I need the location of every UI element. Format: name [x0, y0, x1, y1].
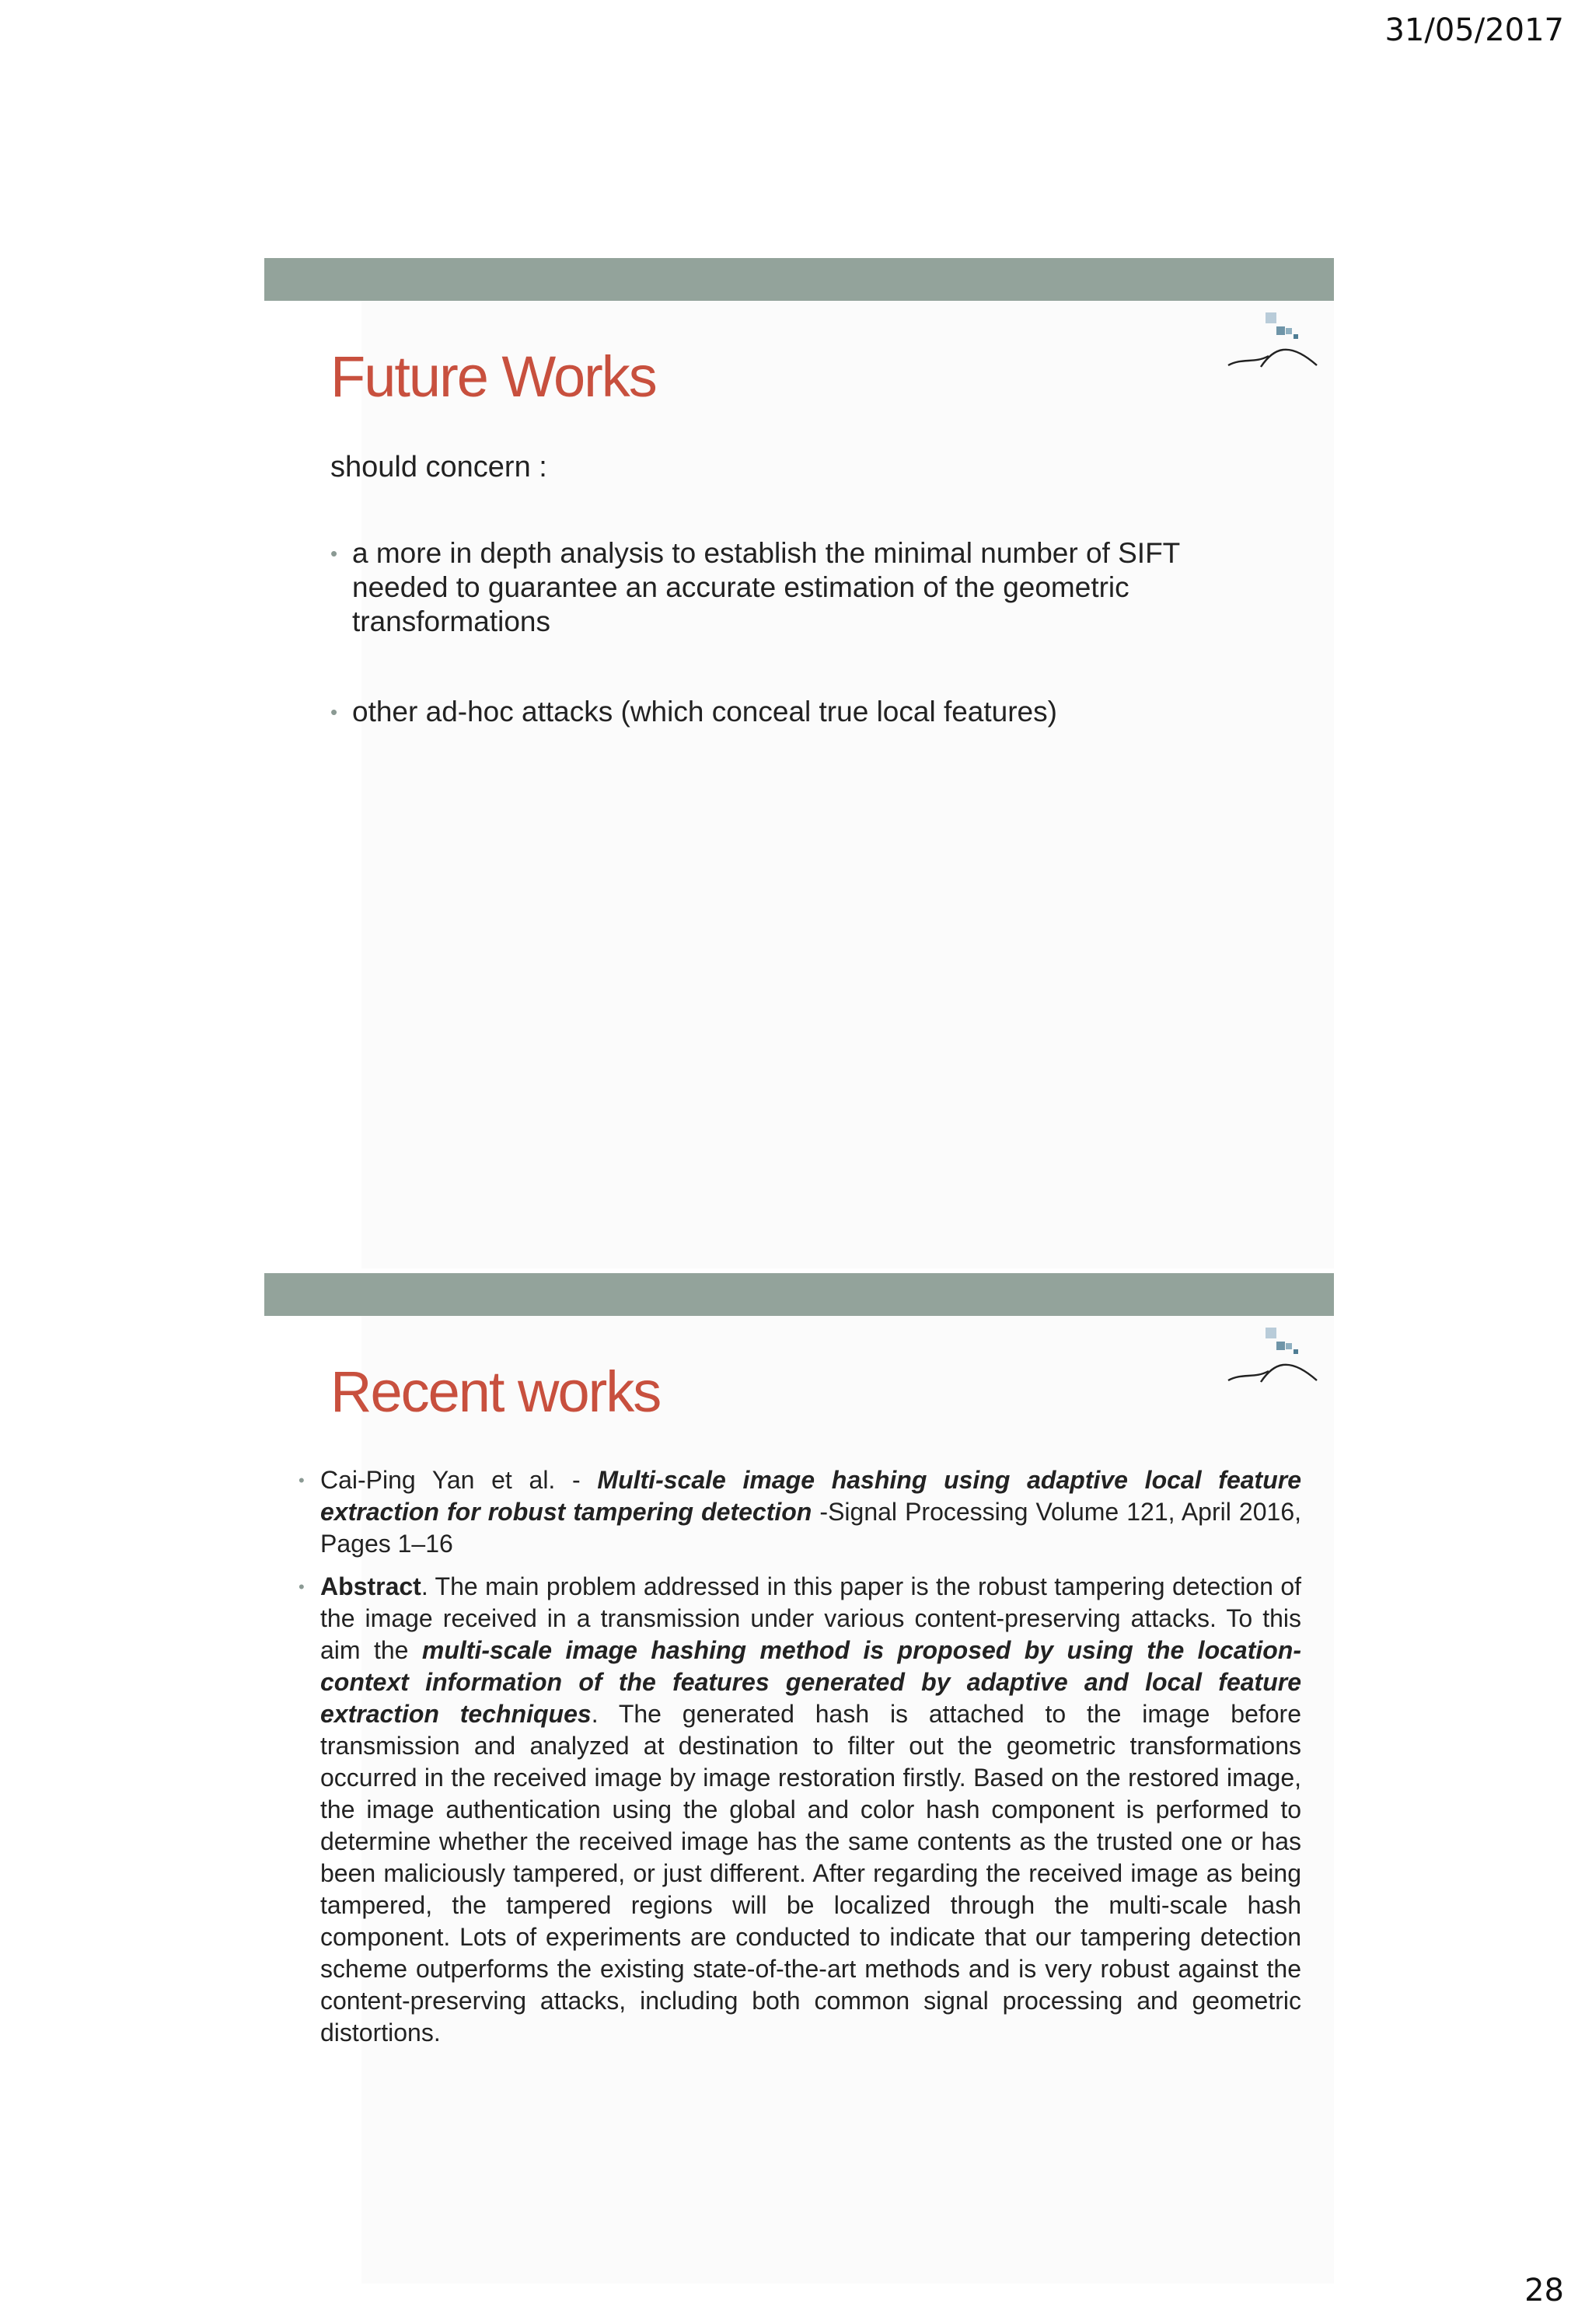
slide-header-bar	[264, 1273, 1334, 1316]
slide-recent-works	[264, 1273, 1334, 2284]
bullet-list	[330, 536, 1201, 785]
bullet-icon: •	[298, 1471, 305, 1490]
bullet-icon: •	[330, 542, 338, 565]
slide-title: Recent works	[330, 1359, 661, 1424]
mountain-squares-logo-icon	[1227, 1328, 1320, 1390]
slide-title: Future Works	[330, 344, 656, 409]
page-number: 28	[1524, 2273, 1564, 2308]
reference-venue: -Signal Processing Volume 121, April 2016, Pages 1–16	[320, 1498, 1302, 1558]
abstract-emphasis: multi-scale image hashing method is proposed by using the location-context information of the features generated by adaptive and local feature extraction techniques	[320, 1636, 1302, 1728]
list-item	[330, 536, 1201, 639]
bullet-icon: •	[298, 1577, 305, 1596]
slide-future-works	[264, 258, 1334, 1268]
bullet-text: other ad-hoc attacks (which conceal true local features)	[352, 696, 1057, 728]
bullet-text: a more in depth analysis to establish the minimal number of SIFT needed to guarantee an accurate estimation of the geometric transformations	[352, 537, 1180, 637]
abstract-label: Abstract	[320, 1572, 421, 1600]
abstract-text: . The generated hash is attached to the image before transmission and analyzed at destination to filter out the geometric transformations occurred in the received image by image restoration firstly. Based on the restored image, the image authentication using the global and color hash component is performed to determine whether the received image has the same contents as the trusted one or has been maliciously tampered, or just different. After regarding the received image as being tampered, the tampered regions will be localized through the multi-scale hash component. Lots of experiments are conducted to indicate that our tampering detection scheme outperforms the existing state-of-the-art methods and is very robust against the content-preserving attacks, including both common signal processing and geometric distortions.	[320, 1700, 1302, 2047]
bullet-list	[298, 1464, 1301, 2060]
list-item-reference	[298, 1464, 1301, 1560]
mountain-squares-logo-icon	[1227, 312, 1320, 375]
bullet-icon: •	[330, 700, 338, 724]
list-item	[330, 695, 1201, 729]
reference-paper-title: Multi-scale image hashing using adaptive local feature extraction for robust tampering detection	[320, 1466, 1302, 1526]
list-item-abstract	[298, 1571, 1301, 2049]
abstract-text: . The main problem addressed in this paper is the robust tampering detection of the image received in a transmission under various content-preserving attacks. To this aim the	[320, 1572, 1301, 1664]
reference-authors: Cai-Ping Yan et al. -	[320, 1466, 598, 1494]
slide-subtitle: should concern :	[330, 451, 547, 483]
page-date: 31/05/2017	[1384, 12, 1564, 48]
slide-header-bar	[264, 258, 1334, 301]
